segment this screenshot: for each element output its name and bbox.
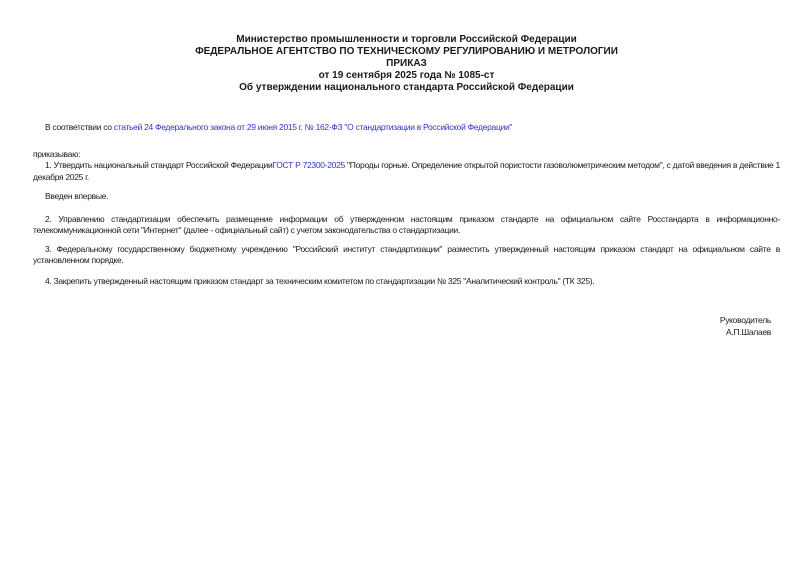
text-segment: приказываю:	[33, 148, 81, 159]
text-segment: "Породы горные. Определение открытой пористости газоволюметрическим методом", с датой введения в действие 1 декабря 2025 г.	[33, 160, 780, 182]
paragraph-item-2	[33, 214, 780, 237]
signature-block	[33, 315, 780, 338]
agency-name: ФЕДЕРАЛЬНОЕ АГЕНТСТВО ПО ТЕХНИЧЕСКОМУ РЕГУЛИРОВАНИЮ И МЕТРОЛОГИИ	[195, 46, 618, 57]
signature-position: Руководитель	[719, 315, 771, 325]
document-date-number: от 19 сентября 2025 года № 1085-ст	[318, 70, 495, 81]
paragraph-introduced-first-time	[33, 191, 780, 203]
text-segment: 1. Утвердить национальный стандарт Российской Федерации	[45, 160, 273, 170]
text-segment: В соответствии со	[45, 122, 114, 132]
document-title: Об утверждении национального стандарта Российской Федерации	[239, 82, 574, 93]
paragraph-item-4	[33, 276, 780, 288]
signature-name: А.П.Шалаев	[726, 326, 771, 337]
paragraph-item-1	[33, 160, 780, 183]
paragraph-item-3	[33, 244, 780, 267]
document-body	[33, 122, 780, 287]
ministry-name: Министерство промышленности и торговли Российской Федерации	[236, 34, 577, 45]
text-segment: 3. Федеральному государственному бюджетному учреждению "Российский институт стандартизации" разместить утвержденный настоящим приказом стандарт на официальном сайте в установленном порядке.	[33, 243, 780, 265]
paragraph-order-word	[33, 149, 780, 161]
paragraph-intro	[33, 122, 780, 134]
document-header	[33, 34, 780, 94]
text-segment: 2. Управлению стандартизации обеспечить размещение информации об утвержденном настоящим приказом стандарте на официальном сайте Росстандарта в информационно-телекоммуникационной сети "Интернет" (далее - официальный сайт) с учетом законодательства о стандартизации.	[33, 213, 780, 235]
document-link[interactable]: статьей 24 Федерального закона от 29 июня 2015 г. № 162-ФЗ "О стандартизации в Российской Федерации"	[113, 122, 513, 132]
document-type: ПРИКАЗ	[386, 58, 427, 69]
text-segment: Введен впервые.	[45, 191, 109, 201]
document-link[interactable]: ГОСТ Р 72300-2025	[272, 160, 345, 170]
text-segment: 4. Закрепить утвержденный настоящим приказом стандарт за техническим комитетом по стандартизации № 325 "Аналитический контроль" (ТК 325).	[45, 275, 595, 286]
